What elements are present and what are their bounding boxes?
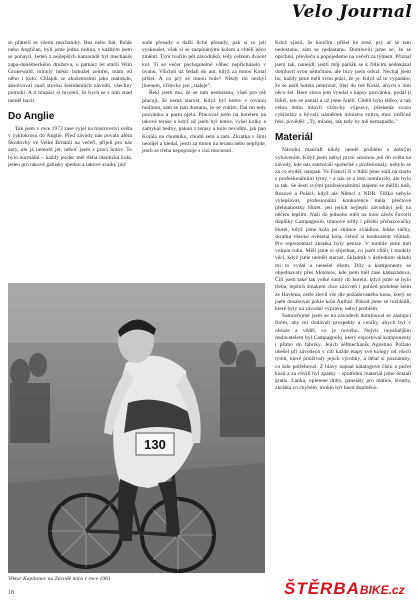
paragraph: Když zjistil, že končím, přišel ke mně, prý ať se tam nedostanu, sám se nedostanu. Domluvili jsme se, že se oprchnu, převleču a popojedeme na večeři za týmem. Přiznal jsem tak, nanejdl, jestli můj paršák se k řídícím nedokázal domluvit svou němčinou, ale brzy jsem odvzl. Nechal jsem ho, každý jsme měli svou práci, že jo. Když už to vypadalo, že se nedl hotela nehrnout, třetí do mě Kotál, abych s ním něco šel. Bere slova jem vyndal s kapsy pozvánku, podal ji řidiči, ten se usmál a už jsme řetěli. Chtěli bylo těžko, a tak celou dobu mluvil vždycky výpravy, předseda svazu cyklistiky a bývalý náměstek ministra vnitra, moc vstřícně řekl, pověděl: „Ty, mladej, tak tady by mě nemapadlo." [275, 40, 411, 126]
paragraph: Tak jsem v roce 1973 zase vyjel na mistrovství světa v cyklokrosu do Anglie. Před závody nás povala aféra Škodovky ve Velké Británii na večeři, přijeli pro nás auty, ale já nemohl jet, neboť jsem s praci hotov. To bylo normální – každý jezdec měl třeba identická kola, jeden pro takové galusky spedou a takové svadu, jiný [8, 125, 132, 168]
section-heading: Do Anglie [8, 110, 55, 122]
section-heading: Materiál [275, 132, 313, 144]
sterba-bike-logo[interactable] [284, 579, 414, 599]
photo-caption: Viktor Kapitonov na Závodě míru v roce 1961 [8, 576, 111, 582]
paragraph: se přátelil se všemi mechaniky. Rus nebo Ital, Polák nebo Angličan, byli jsme jedna rodina, s každým jsem se pobavil. Jeden z nejlepších kamarádů byl mechanik zapa-doněmeckého družstva, o patnáct let starší Wim Grunewald, minulý měsíc bohužel zemřel, mám od něho i kolo. Chlapík se zkušenostmi jako málokdo, absolvoval snad stovku šestidenních závodů, všechny pomohl. A tí hlupáci si myslelí, že bych se s ním snad neměl bavit. [8, 40, 132, 104]
logo-main: ŠTĚRBA [284, 579, 360, 598]
paragraph: Národní mančaft nikdy neměl problém s dobrým vybavením. Když jsem nebyl první sezónou jeli do světa na závody, kde nás startovali společně s profesionály, nebylo se za co stydět, naopak. Ve Francii či v Itálii jsme stáli na startu s profesionálními týmy – a nás se o tom nemluvilo, ale bylo to tak. Se šesti svými profesionálními stájemi se měřili naši, Rusové a Poláci, když ale Němci z NDR. Těžko nebylo vylepšovat, profesionální konkurence měla přečtové přehnanostky Huret, jen jejich nejlepší závodníci jeli na něčem lepším. Naši do jednoho měli na kolo závěs Favorit doplňky Campagnolo, titanové střdy i přední přehazovačky Huret, když jsme kola po stránce zvládlou, lehké ráčky, skratka všecko ověsená kola, čehož si konkurenti všímali. Pro reprezentaci zkratka byly peníze. V tomhle jsme měl volnou ruku. Měli jsme si objednat, co jsem chtěl, i modely věcí, když jsme neměli starost. Skladník v ústředním skladu mi to vydal a nenešel okem. Díly a komponenty se objednávaly přes Motokov, kde jsem měl zase kamarádova. Čili jsem také tak velké sumy do hotelu, když jsme se bylo třeba, lepších šmakem chce zároveň i pohled podobné šelm ze Havlena, ostře zlevil vše dle požadovaného kosu, který se jsem dosahoval pokle kola Author. Pokud jsme se rozhlédli, které byly na závodní výprave, nebyl problém. [275, 147, 411, 312]
column-3 [275, 40, 411, 392]
column-2 [142, 40, 266, 155]
masthead-title: Velo Journal [291, 2, 412, 22]
paragraph: Samozřejmě jsem se na závodech domlouval se zástupci firem, aby mi dodávali prospekty a ceníky, abych byl v obraze a věděl, co je nového. Nejvíc nejsilnějším dodavatelem byl Campagnolo, který exportoval komponenty i přímo do fabriky. Jejich šéfmechanik Agostino Pollato obešel při závodech v cíli každé etapy své kolegy od všech týmů, které používaly jejich výrobky, a dělal si poznámky, co kdo potřeboval. Z hlavy napsal katalogové číslo a počet kusů a za chvíli byl zpátky – spotřební materiál jsme dostali gratis. Lanka, opletené dráty, paneláty pro matice, šrouby, zkrátka co chybělo, mohlo být hned doplněno. [275, 313, 411, 392]
page-number: 18 [8, 590, 14, 596]
column-1 [8, 40, 132, 169]
paragraph: sude přesady a další liché přesady, pak si to jeli vyskoušet, však si se zaspínánými kolem a chtěli něco změnit. Tým tvořilo pět závodníků, tedy celkem dvacet kol. Ti se večer pochopitelně vůbec nepřicházelo v úvahu. Všichni už šedali do aut, když za mnou Kotal přišel. A co prý se mnou hule? Nikdy mi nezbyl jmenem, vždycky jen „staleje". [142, 40, 266, 90]
logo-sub: BIKE.cz [359, 583, 405, 597]
cyclist-photo [8, 283, 265, 573]
race-number: 130 [144, 437, 166, 452]
paragraph: Řekl jsem mu, že se tam nedostanu, však pro mě pracuji, že nemá starost. Když byl hotov v rovnou hodinou, sám se tam dostanu, že se vrátím. Dal mi tedy pozvánku a partu ojela. Pracoval jsem na hotelem na takové terase a když už jsem byl hotov, vyšel kolky a zamykal hedny, pakun z terasy a kolo nevidím, jak pan Kotála na chodníku, chodil sem a tam. Zkratka v šimi neodjel a hledal, jestli za mnou na terasu nebo nepřijde, jestli se třeba nepopisuje s cizí mocností. [142, 90, 266, 155]
